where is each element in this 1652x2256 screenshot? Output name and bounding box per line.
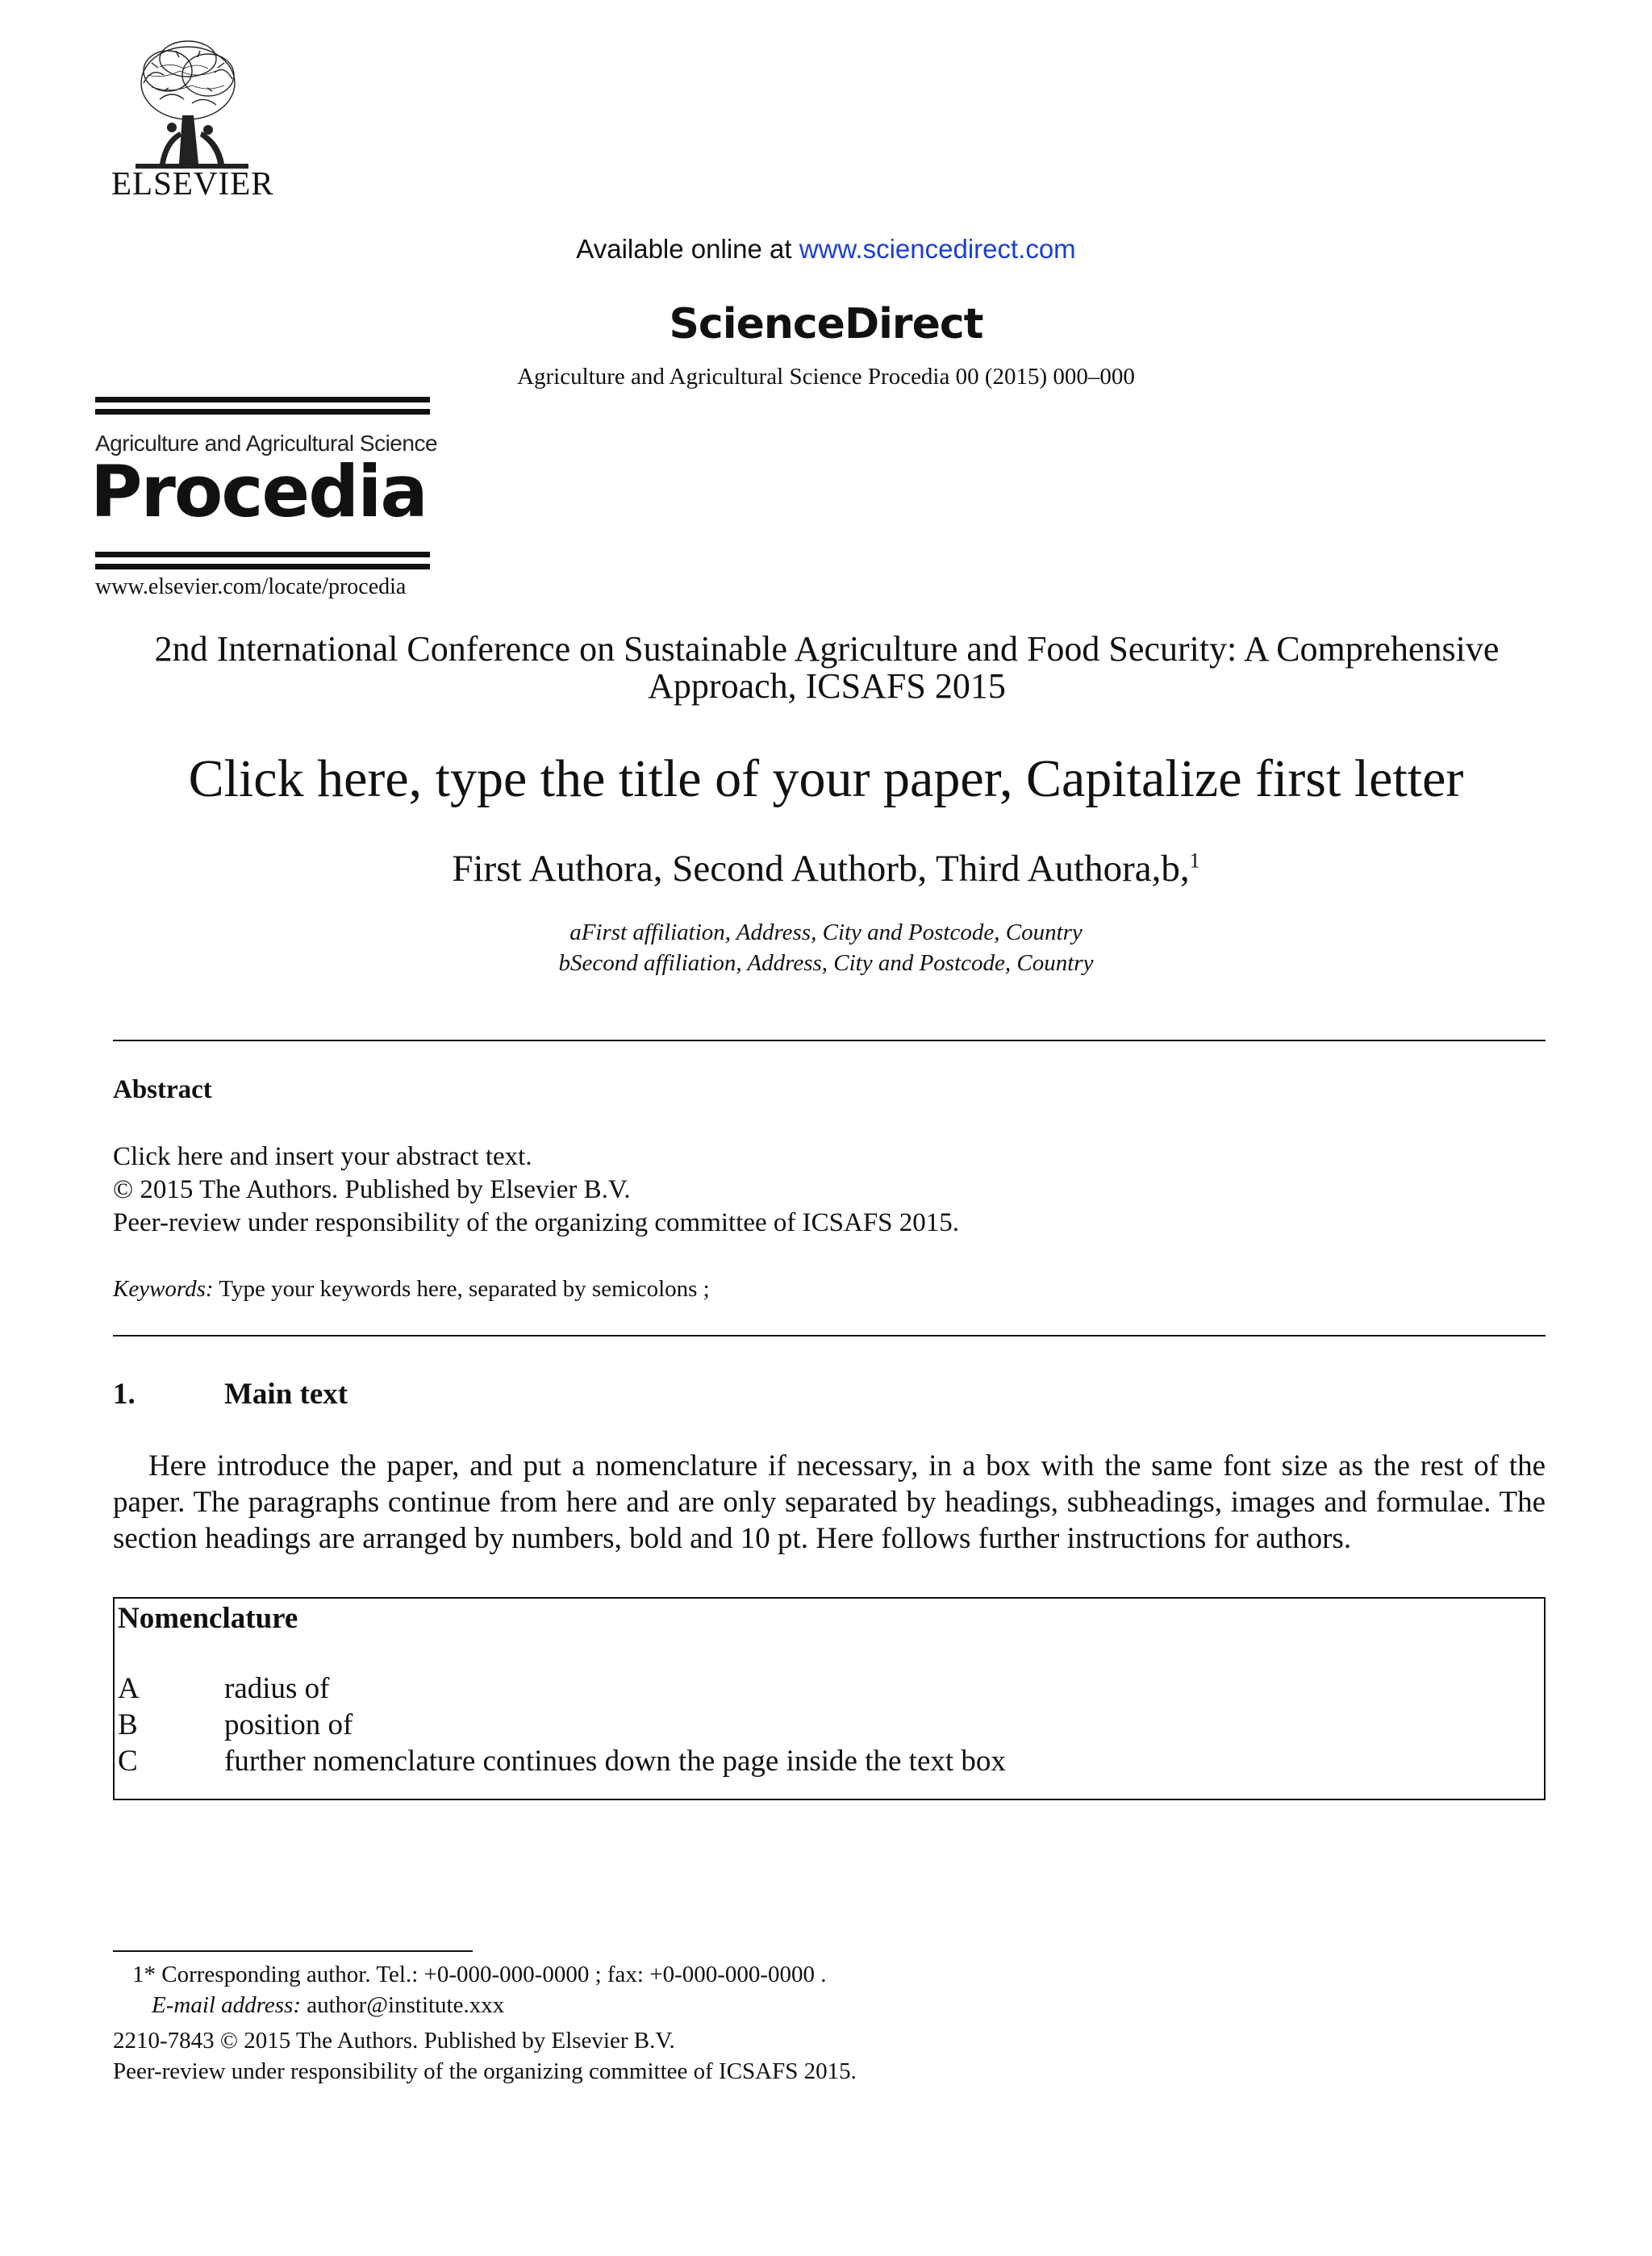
procedia-subtitle: Agriculture and Agricultural Science (95, 431, 438, 456)
nomenclature-box (113, 1597, 1546, 1800)
sciencedirect-logo: ScienceDirect (669, 300, 983, 348)
procedia-rule-bottom-1 (95, 552, 430, 557)
nomenclature-symbol: B (118, 1708, 138, 1741)
section-title: Main text (224, 1378, 348, 1411)
conference-name (121, 631, 1533, 705)
elsevier-wordmark: ELSEVIER (111, 165, 274, 202)
email-footnote: E-mail address: author@institute.xxx (152, 1992, 505, 2018)
procedia-rule-bottom-2 (95, 564, 430, 569)
footnote-rule (113, 1950, 473, 1952)
nomenclature-symbol: A (118, 1672, 140, 1705)
abstract-copyright: © 2015 The Authors. Published by Elsevier B.V. (113, 1175, 631, 1204)
section-number: 1. (113, 1378, 136, 1411)
nomenclature-definition: position of (224, 1708, 353, 1741)
paper-title: Click here, type the title of your paper, Capitalize first letter (188, 749, 1464, 808)
journal-reference: Agriculture and Agricultural Science Procedia 00 (2015) 000–000 (517, 364, 1135, 390)
affiliation-b: bSecond affiliation, Address, City and Postcode, Country (558, 950, 1094, 976)
corresponding-author-footnote: 1* Corresponding author. Tel.: +0-000-000-0000 ; fax: +0-000-000-0000 . (132, 1962, 827, 1987)
footer-peer-review: Peer-review under responsibility of the organizing committee of ICSAFS 2015. (113, 2058, 857, 2084)
abstract-heading: Abstract (113, 1075, 212, 1104)
author-footnote-mark: 1 (1189, 849, 1200, 873)
procedia-rule-top-1 (95, 397, 430, 402)
abstract-peer-review: Peer-review under responsibility of the organizing committee of ICSAFS 2015. (113, 1208, 960, 1237)
divider-top (113, 1040, 1546, 1041)
procedia-rule-top-2 (95, 409, 430, 415)
keywords: Keywords: Type your keywords here, separated by semicolons ; (113, 1276, 710, 1302)
procedia-wordmark: Procedia (90, 450, 427, 533)
journal-url: www.elsevier.com/locate/procedia (95, 574, 407, 599)
author-list: First Authora, Second Authorb, Third Authora,b,$^1$ (452, 848, 1200, 890)
divider-bottom (113, 1335, 1546, 1337)
available-online-line: Available online at www.sciencedirect.com (576, 234, 1076, 264)
sciencedirect-link[interactable]: www.sciencedirect.com (799, 234, 1076, 264)
conference-line-2: Approach, ICSAFS 2015 (648, 666, 1006, 706)
abstract-text: Click here and insert your abstract text. (113, 1142, 532, 1171)
conference-line-1: 2nd International Conference on Sustainable Agriculture and Food Security: A Comprehensive (154, 629, 1500, 669)
issn-copyright: 2210-7843 © 2015 The Authors. Published by Elsevier B.V. (113, 2028, 675, 2054)
main-text-paragraph: Here introduce the paper, and put a nomenclature if necessary, in a box with the same font size as the rest of the paper. The paragraphs continue from here and are only separated by headings, subheadings, images and formulae. The section headings are arranged by numbers, bold and 10 pt. Here follows further instructions for authors. (113, 1449, 1546, 1555)
nomenclature-symbol: C (118, 1745, 138, 1778)
affiliation-a: aFirst affiliation, Address, City and Postcode, Country (569, 919, 1083, 945)
nomenclature-definition: radius of (224, 1672, 330, 1705)
nomenclature-heading: Nomenclature (118, 1602, 298, 1635)
nomenclature-definition: further nomenclature continues down the page inside the text box (224, 1745, 1006, 1778)
